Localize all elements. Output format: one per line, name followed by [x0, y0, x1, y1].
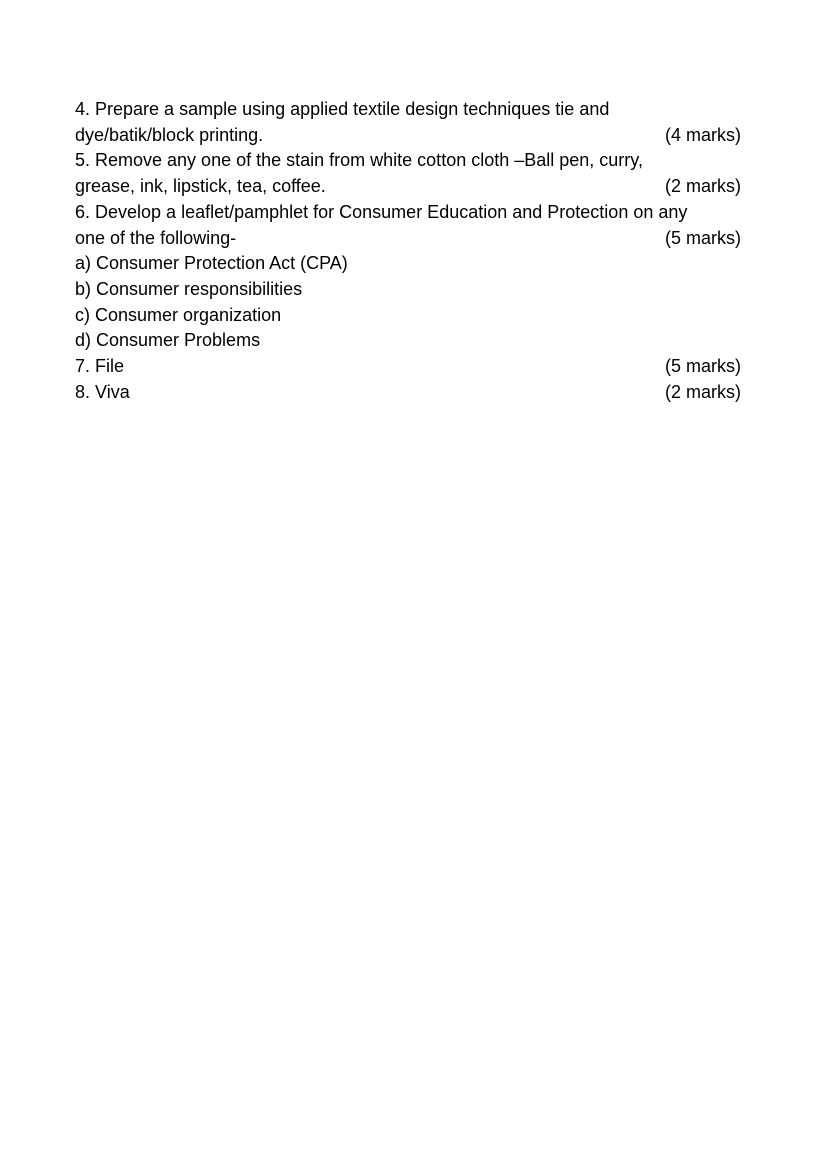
- question-8: [75, 380, 741, 406]
- question-line: [75, 97, 741, 123]
- question-line: [75, 148, 741, 174]
- question-text: 5. Remove any one of the stain from white cotton cloth –Ball pen, curry,: [75, 150, 643, 171]
- option-text: d) Consumer Problems: [75, 330, 261, 351]
- option-text: c) Consumer organization: [75, 304, 282, 325]
- marks-label: (2 marks): [665, 381, 741, 402]
- options-list: [75, 251, 741, 354]
- question-text: 4. Prepare a sample using applied textile design techniques tie and: [75, 99, 610, 119]
- question-text: dye/batik/block printing.: [75, 124, 264, 145]
- question-text: 6. Develop a leaflet/pamphlet for Consumer Education and Protection on any: [75, 201, 688, 222]
- question-text: grease, ink, lipstick, tea, coffee.: [75, 176, 326, 197]
- option-item: [75, 328, 741, 354]
- question-line: [75, 200, 741, 226]
- question-text: 8. Viva: [75, 381, 130, 402]
- option-text: b) Consumer responsibilities: [75, 278, 303, 299]
- marks-label: (2 marks): [665, 176, 741, 197]
- question-7: [75, 354, 741, 380]
- marks-label: (5 marks): [665, 227, 741, 248]
- marks-label: (5 marks): [665, 356, 741, 377]
- document-page: [75, 97, 741, 405]
- question-text: 7. File: [75, 356, 125, 377]
- question-6: [75, 200, 741, 251]
- option-item: [75, 303, 741, 329]
- question-line: [75, 123, 741, 149]
- question-5: [75, 148, 741, 199]
- question-line: [75, 226, 741, 252]
- marks-label: (4 marks): [665, 124, 741, 145]
- question-text: one of the following-: [75, 227, 237, 248]
- option-text: a) Consumer Protection Act (CPA): [75, 253, 348, 274]
- question-line: [75, 174, 741, 200]
- option-item: [75, 251, 741, 277]
- question-4: [75, 97, 741, 148]
- option-item: [75, 277, 741, 303]
